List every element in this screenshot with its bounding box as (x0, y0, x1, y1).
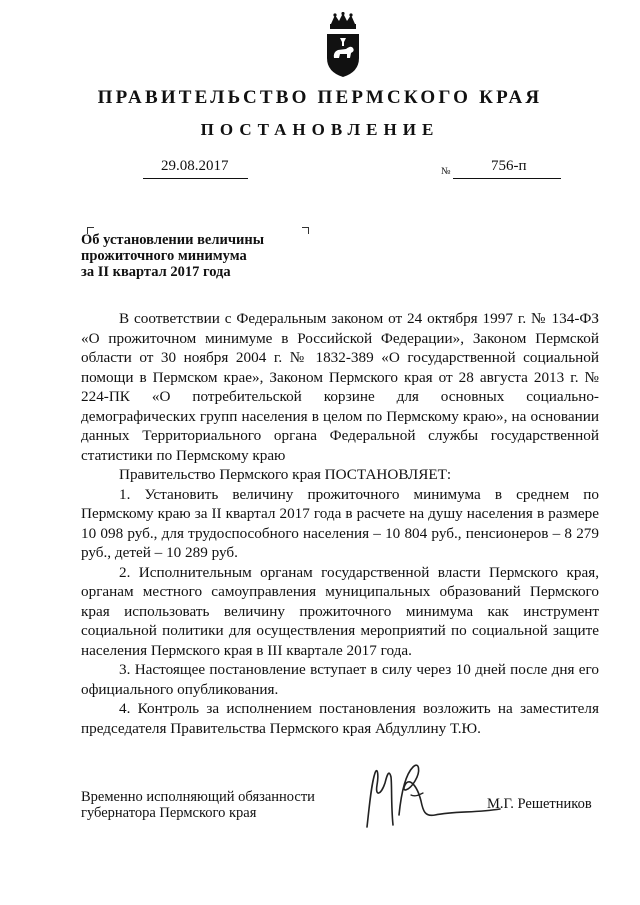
signer-title-line: губернатора Пермского края (81, 805, 257, 821)
number-underline (453, 178, 561, 179)
date-underline (143, 178, 248, 179)
subject-line: прожиточного минимума (81, 248, 247, 264)
clause-4: 4. Контроль за исполнением постановления возложить на заместителя председателя Правительства Пермского края Абдуллину Т.Ю. (81, 700, 599, 737)
document-date: 29.08.2017 (161, 158, 229, 174)
signer-title-line: Временно исполняющий обязанности (81, 789, 315, 805)
preamble-paragraph: В соответствии с Федеральным законом от 24 октября 1997 г. № 134-ФЗ «О прожиточном минимуме в Российской Федерации», Законом Пермской области от 30 ноября 2004 г. № 1832-389 «О государственной социальной помощи в Пермском крае», Законом Пермского края от 28 августа 2013 г. № 224-ПК «О потребительской корзине для основных социально-демографических групп населения в целом по Пермскому краю», на основании данных Территориального органа Федеральной службы государственной статистики по Пермскому краю (81, 310, 599, 464)
handwritten-signature (355, 755, 505, 830)
government-title: ПРАВИТЕЛЬСТВО ПЕРМСКОГО КРАЯ (97, 87, 543, 108)
clause-2: 2. Исполнительным органам государственной власти Пермского края, органам местного самоуправления муниципальных образований Пермского края использовать величину прожиточного минимума как инструмент социальной политики для осуществления мероприятий по социальной защите населения Пермского края в III квартале 2017 года. (81, 563, 599, 659)
number-sign: № (441, 166, 451, 177)
subject-line: Об установлении величины (81, 232, 265, 248)
coat-of-arms-emblem (323, 12, 363, 78)
document-body (81, 309, 599, 738)
resolution-statement: Правительство Пермского края ПОСТАНОВЛЯЕТ: (119, 466, 452, 483)
document-subject (81, 232, 311, 280)
clause-1: 1. Установить величину прожиточного минимума в среднем по Пермскому краю за II квартал 2017 года в расчете на душу населения в размере 10 098 руб., для трудоспособного населения – 10 804 руб., пенсионеров – 8 279 руб., детей – 10 289 руб. (81, 485, 599, 561)
document-number: 756-п (491, 158, 527, 174)
subject-line: за II квартал 2017 года (81, 264, 231, 280)
signer-title (81, 789, 315, 821)
signer-name: М.Г. Решетников (487, 796, 592, 812)
clause-3: 3. Настоящее постановление вступает в силу через 10 дней после дня его официального опубликования. (81, 661, 599, 698)
document-type: ПОСТАНОВЛЕНИЕ (200, 120, 440, 139)
